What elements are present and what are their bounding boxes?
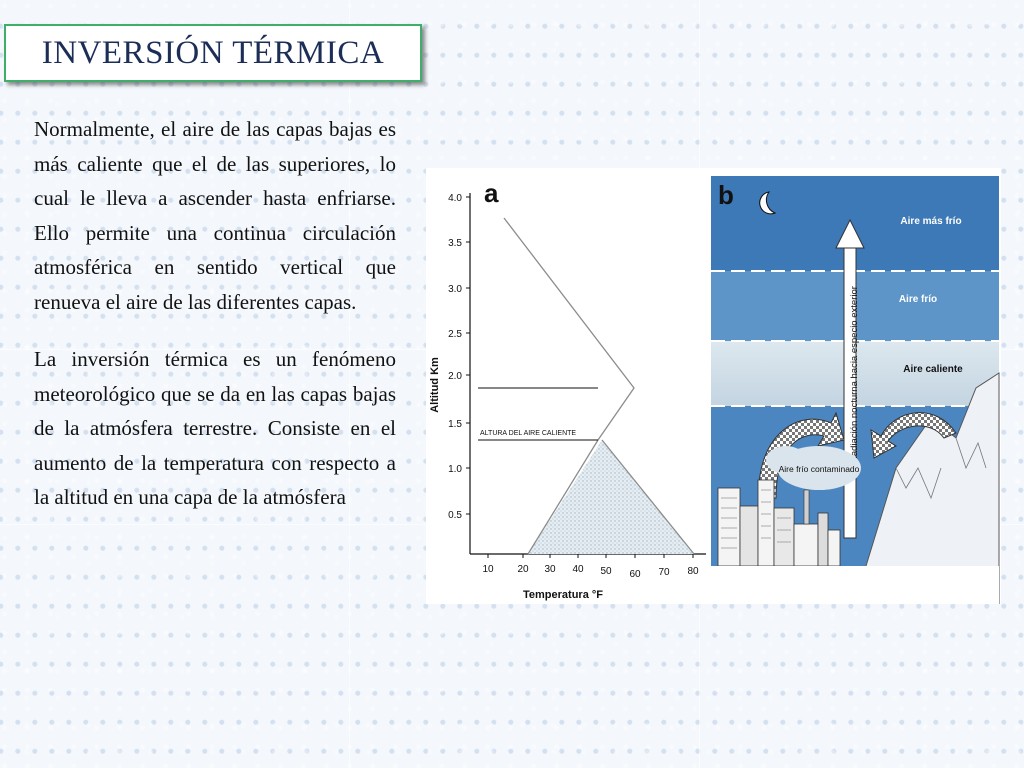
pollution-label xyxy=(779,464,860,474)
y-tick-label: 1.5 xyxy=(448,419,462,430)
y-tick-label: 1.0 xyxy=(448,464,462,475)
y-tick-label: 2.0 xyxy=(448,371,462,382)
x-tick-label: 60 xyxy=(629,569,641,580)
x-tick-label: 20 xyxy=(517,564,529,575)
panel-a-label: a xyxy=(484,178,499,208)
x-tick-label: 10 xyxy=(482,564,494,575)
y-tick-label: 3.5 xyxy=(448,238,462,249)
x-axis-label: Temperatura °F xyxy=(523,589,603,601)
layer-label-coldest: Aire más frío xyxy=(900,216,962,227)
y-axis-label: Altitud Km xyxy=(429,357,441,413)
x-tick-label: 80 xyxy=(687,566,699,577)
y-tick-label: 0.5 xyxy=(448,510,462,521)
y-ticks xyxy=(448,193,470,521)
ground xyxy=(711,566,999,604)
paragraph-1: Normalmente, el aire de las capas bajas es más caliente que el de las superiores, lo cual le lleva a ascender hasta enfriarse. Ello permite una continua circulación atmosférica en sentido vertical que renueva el aire de las diferentes capas. xyxy=(34,117,396,314)
x-tick-label: 40 xyxy=(572,564,584,575)
warm-air-height-label: ALTURA DEL AIRE CALIENTE xyxy=(480,430,577,437)
x-tick-label: 30 xyxy=(544,564,556,575)
figure-svg xyxy=(426,168,1001,604)
x-ticks xyxy=(482,554,699,580)
inversion-figure xyxy=(426,168,1001,604)
x-tick-label: 50 xyxy=(600,566,612,577)
panel-b-label: b xyxy=(718,180,734,210)
paragraph-2: La inversión térmica es un fenómeno meteorológico que se da en las capas bajas de la atmósfera terrestre. Consiste en el aumento de la temperatura con respecto a la altitud en una capa de la atmósfera xyxy=(34,347,396,509)
y-tick-label: 3.0 xyxy=(448,284,462,295)
y-tick-label: 2.5 xyxy=(448,329,462,340)
warm-air-triangle xyxy=(528,440,694,554)
y-tick-label: 4.0 xyxy=(448,193,462,204)
layer-label-warm: Aire caliente xyxy=(903,364,963,375)
pollution-label-text: Aire frío contaminado xyxy=(778,464,860,474)
layer-label-cold: Aire frío xyxy=(898,294,938,305)
x-tick-label: 70 xyxy=(658,567,670,578)
radiation-label: Radiación nocturna hacia especio exterior xyxy=(849,286,860,463)
body-text xyxy=(34,112,396,538)
slide-title: INVERSIÓN TÉRMICA xyxy=(4,24,422,82)
